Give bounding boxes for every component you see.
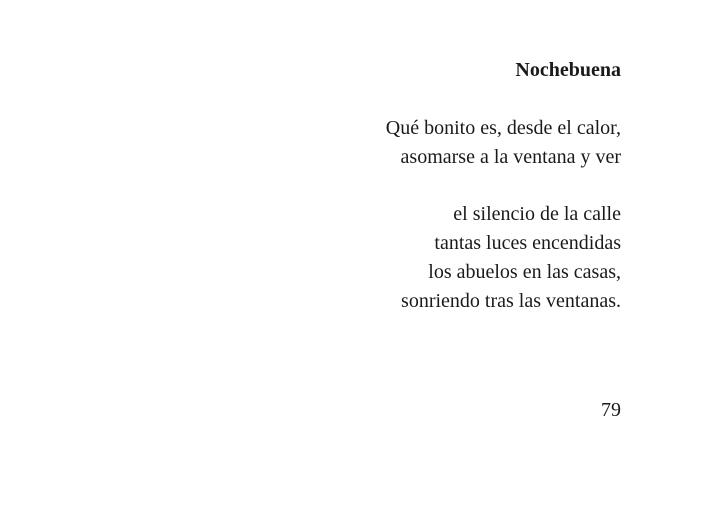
poem-line: sonriendo tras las ventanas. — [401, 290, 621, 312]
page-number: 79 — [601, 399, 621, 421]
poem-line: Qué bonito es, desde el calor, — [385, 117, 621, 139]
stanza-2 — [401, 200, 621, 316]
poem-line: tantas luces encendidas — [434, 232, 621, 254]
poem-line: asomarse a la ventana y ver — [400, 146, 621, 168]
poem-title: Nochebuena — [515, 59, 621, 81]
poem-line: el silencio de la calle — [453, 203, 621, 225]
stanza-1 — [386, 114, 621, 172]
poem-line: los abuelos en las casas, — [428, 261, 621, 283]
